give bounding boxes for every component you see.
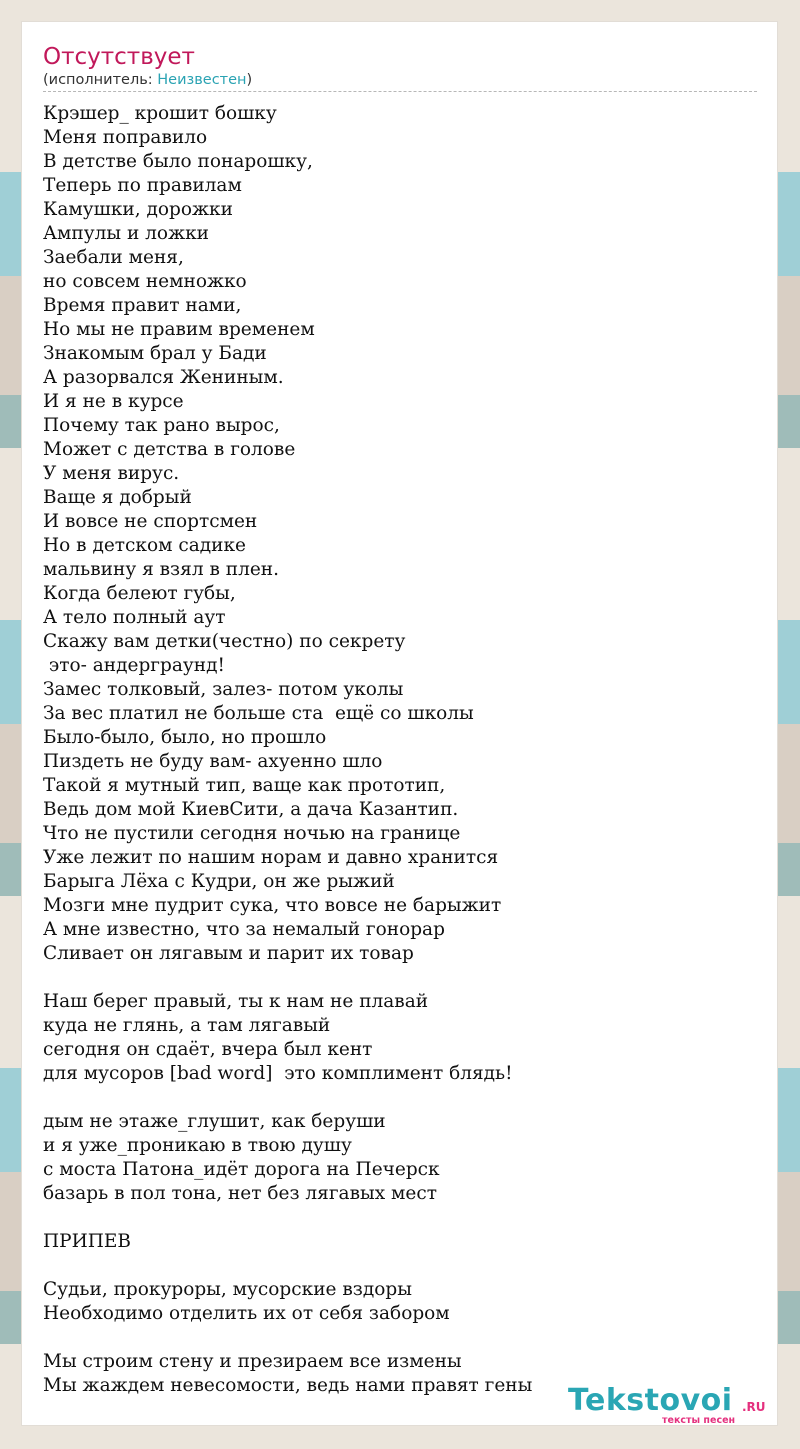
lyric-line: Мы жаждем невесомости, ведь нами правят гены xyxy=(43,1375,533,1396)
lyric-line: Ампулы и ложки xyxy=(43,223,209,244)
logo-tagline: тексты песен xyxy=(662,1415,736,1426)
lyric-line: мальвину я взял в плен. xyxy=(43,559,279,580)
lyric-line: Мозги мне пудрит сука, что вовсе не барыжит xyxy=(43,895,502,916)
lyric-line: А тело полный аут xyxy=(43,607,226,628)
stanza-break xyxy=(43,1326,767,1350)
lyric-line: Мы строим стену и презираем все измены xyxy=(43,1351,462,1372)
artist-prefix: (исполнитель: xyxy=(43,72,158,88)
lyric-line: Судьи, прокуроры, мусорские вздоры xyxy=(43,1279,412,1300)
lyric-line: Пиздеть не буду вам- ахуенно шло xyxy=(43,751,383,772)
lyric-line: Знакомым брал у Бади xyxy=(43,343,267,364)
site-logo[interactable] xyxy=(568,1384,778,1428)
lyric-line: Теперь по правилам xyxy=(43,175,242,196)
lyric-line: с моста Патона_идёт дорога на Печерск xyxy=(43,1159,440,1180)
lyric-line: Крэшер_ крошит бошку xyxy=(43,103,277,124)
lyric-line: Скажу вам детки(честно) по секрету xyxy=(43,631,406,652)
lyric-line: это- андерграунд! xyxy=(43,655,225,676)
lyric-line: Может с детства в голове xyxy=(43,439,296,460)
lyric-line: Сливает он лягавым и парит их товар xyxy=(43,943,414,964)
lyric-line: Но в детском садике xyxy=(43,535,246,556)
lyric-line: сегодня он сдаёт, вчера был кент xyxy=(43,1039,373,1060)
lyric-line: ПРИПЕВ xyxy=(43,1231,131,1252)
lyric-line: Когда белеют губы, xyxy=(43,583,236,604)
stanza-break xyxy=(43,1206,767,1230)
lyric-line: базарь в пол тона, нет без лягавых мест xyxy=(43,1183,437,1204)
lyric-line: Барыга Лёха с Кудри, он же рыжий xyxy=(43,871,395,892)
lyric-line: Было-было, было, но прошло xyxy=(43,727,327,748)
lyric-line: А мне известно, что за немалый гонорар xyxy=(43,919,445,940)
lyric-line: Ваще я добрый xyxy=(43,487,192,508)
lyric-line: но совсем немножко xyxy=(43,271,247,292)
logo-wordmark: Tekstovoi xyxy=(568,1383,733,1418)
lyrics-text xyxy=(43,102,767,1398)
lyric-line: Но мы не правим временем xyxy=(43,319,315,340)
stanza-break xyxy=(43,1086,767,1110)
lyric-line: В детстве было понарошку, xyxy=(43,151,313,172)
song-title: Отсутствует xyxy=(43,44,195,70)
lyric-line: Время правит нами, xyxy=(43,295,242,316)
lyric-line: Почему так рано вырос, xyxy=(43,415,280,436)
lyric-line: А разорвался Жениным. xyxy=(43,367,284,388)
logo-tld: .RU xyxy=(742,1400,766,1414)
stanza-break xyxy=(43,1254,767,1278)
artist-link[interactable]: Неизвестен xyxy=(157,72,247,88)
lyric-line: Меня поправило xyxy=(43,127,208,148)
lyric-line: За вес платил не больше ста ещё со школы xyxy=(43,703,474,724)
lyric-line: Уже лежит по нашим норам и давно хранится xyxy=(43,847,499,868)
stanza-break xyxy=(43,966,767,990)
lyric-line: И вовсе не спортсмен xyxy=(43,511,258,532)
lyric-line: Замес толковый, залез- потом уколы xyxy=(43,679,404,700)
lyric-line: Заебали меня, xyxy=(43,247,184,268)
lyric-line: Ведь дом мой КиевСити, а дача Казантип. xyxy=(43,799,459,820)
lyric-line: дым не этаже_глушит, как беруши xyxy=(43,1111,386,1132)
song-header xyxy=(43,42,757,92)
lyric-line: Наш берег правый, ты к нам не плавай xyxy=(43,991,429,1012)
artist-suffix: ) xyxy=(246,72,253,88)
lyric-line: И я не в курсе xyxy=(43,391,184,412)
lyric-line: Что не пустили сегодня ночью на границе xyxy=(43,823,461,844)
lyric-line: Камушки, дорожки xyxy=(43,199,233,220)
lyrics-card xyxy=(21,21,778,1426)
lyric-line: куда не глянь, а там лягавый xyxy=(43,1015,331,1036)
artist-line xyxy=(43,72,757,89)
lyric-line: Необходимо отделить их от себя забором xyxy=(43,1303,450,1324)
lyric-line: для мусоров [bad word] это комплимент блядь! xyxy=(43,1063,513,1084)
lyric-line: Такой я мутный тип, ваще как прототип, xyxy=(43,775,446,796)
lyric-line: и я уже_проникаю в твою душу xyxy=(43,1135,352,1156)
lyric-line: У меня вирус. xyxy=(43,463,180,484)
